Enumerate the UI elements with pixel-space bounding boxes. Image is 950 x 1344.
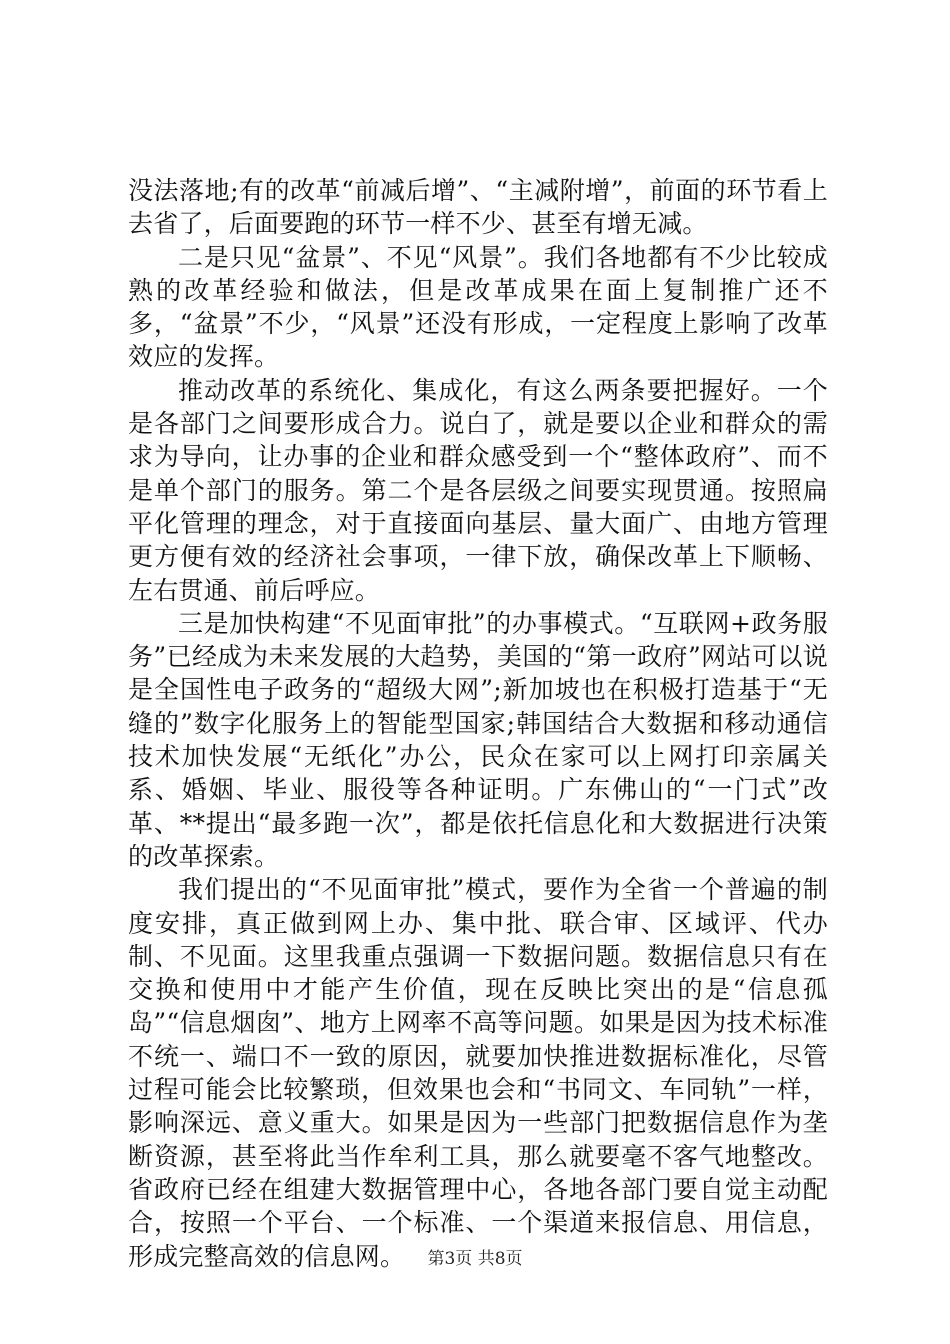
paragraph-5: 我们提出的“不见面审批”模式，要作为全省一个普遍的制度安排，真正做到网上办、集中批、联合审、区域评、代办制、不见面。这里我重点强调一下数据问题。数据信息只有在交换和使用中才能产生价值，现在反映比突出的是“信息孤岛”“信息烟囱”、地方上网率不高等问题。如果是因为技术标准不统一、端口不一致的原因，就要加快推进数据标准化，尽管过程可能会比较繁琐，但效果也会和“书同文、车同轨”一样，影响深远、意义重大。如果是因为一些部门把数据信息作为垄断资源，甚至将此当作牟利工具，那么就要毫不客气地整改。省政府已经在组建大数据管理中心，各地各部门要自觉主动配合，按照一个平台、一个标准、一个渠道来报信息、用信息，形成完整高效的信息网。 — [128, 875, 828, 1271]
body-text — [128, 174, 828, 1273]
paragraph-2: 二是只见“盆景”、不见“风景”。我们各地都有不少比较成熟的改革经验和做法，但是改革成果在面上复制推广还不多，“盆景”不少，“风景”还没有形成，一定程度上影响了改革效应的发挥。 — [128, 242, 828, 372]
paragraph-3: 推动改革的系统化、集成化，有这么两条要把握好。一个是各部门之间要形成合力。说白了，就是要以企业和群众的需求为导向，让办事的企业和群众感受到一个“整体政府”、而不是单个部门的服务。第二个是各层级之间要实现贯通。按照扁平化管理的理念，对于直接面向基层、量大面广、由地方管理更方便有效的经济社会事项，一律下放，确保改革上下顺畅、左右贯通、前后呼应。 — [128, 375, 828, 605]
paragraph-1: 没法落地;有的改革“前减后增”、“主减附增”，前面的环节看上去省了，后面要跑的环节一样不少、甚至有增无减。 — [128, 176, 828, 239]
page-footer: 第3页 共8页 — [427, 1249, 523, 1269]
paragraph-4: 三是加快构建“不见面审批”的办事模式。“互联网+政务服务”已经成为未来发展的大趋势，美国的“第一政府”网站可以说是全国性电子政务的“超级大网”;新加坡也在积极打造基于“无缝的”数字化服务上的智能型国家;韩国结合大数据和移动通信技术加快发展“无纸化”办公，民众在家可以上网打印亲属关系、婚姻、毕业、服役等各种证明。广东佛山的“一门式”改革、**提出“最多跑一次”，都是依托信息化和大数据进行决策的改革探索。 — [128, 608, 828, 871]
